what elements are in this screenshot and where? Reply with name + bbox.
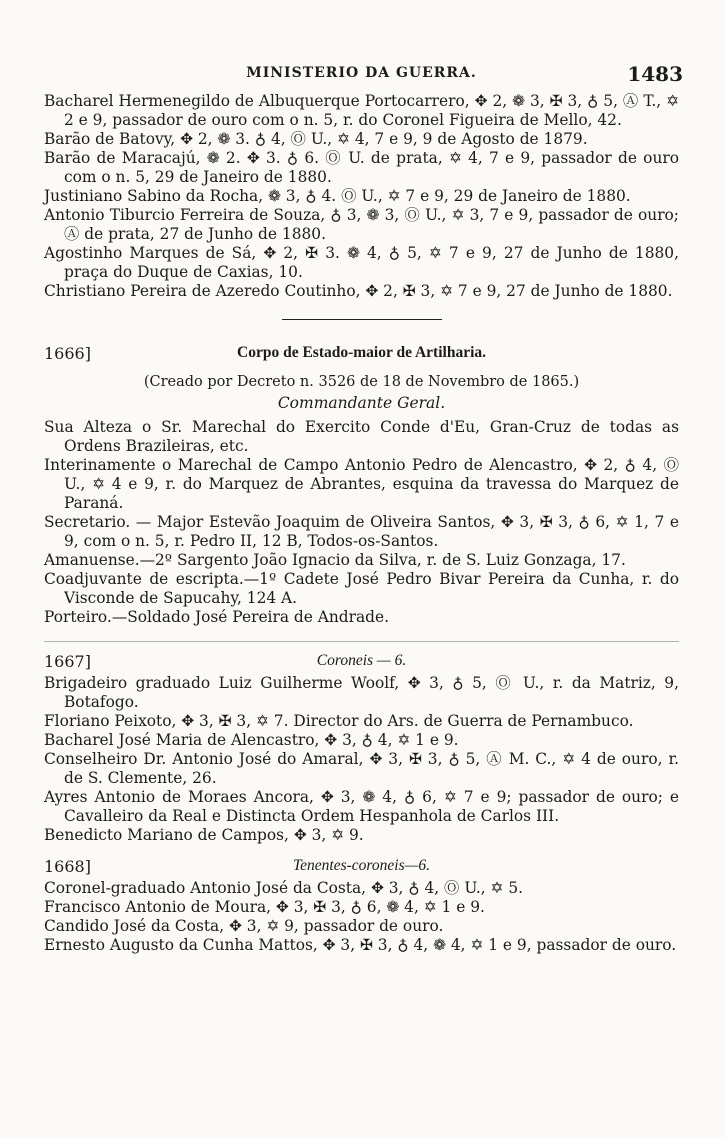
section-title: Coroneis — 6. (316, 652, 407, 669)
section-title: Tenentes-coroneis—6. (292, 857, 431, 874)
running-title: MINISTERIO DA GUERRA. (246, 65, 477, 81)
list-item: Interinamente o Marechal de Campo Antonio Pedro de Alencastro, ✥ 2, ♁ 4, Ⓞ U., ✡ 4 e 9, r. do Marquez de Abrantes, esquina da travessa do Marquez de Paraná. (44, 456, 679, 512)
list-item: Benedicto Mariano de Campos, ✥ 3, ✡ 9. (44, 826, 364, 844)
list-item: Barão de Maracajú, ❁ 2. ✥ 3. ♁ 6. Ⓞ U. de prata, ✡ 4, 7 e 9, passador de ouro com o n. 5, 29 de Janeiro de 1880. (44, 149, 679, 186)
list-item: Bacharel José Maria de Alencastro, ✥ 3, ♁ 4, ✡ 1 e 9. (44, 731, 459, 749)
page-number: 1483 (627, 62, 683, 86)
section-separator (44, 641, 679, 642)
section-1668 (44, 855, 679, 955)
list-item: Francisco Antonio de Moura, ✥ 3, ✠ 3, ♁ 6, ❁ 4, ✡ 1 e 9. (44, 898, 485, 916)
list-item: Porteiro.—Soldado José Pereira de Andrade. (44, 608, 390, 626)
section-1667 (44, 650, 679, 845)
decree-note: (Creado por Decreto n. 3526 de 18 de Novembro de 1865.) (143, 374, 580, 390)
list-item: Coadjuvante de escripta.—1º Cadete José Pedro Bivar Pereira da Cunha, r. do Visconde de Sapucahy, 124 A. (44, 570, 679, 607)
page-header (44, 62, 683, 88)
top-entries (44, 92, 679, 301)
list-item: Candido José da Costa, ✥ 3, ✡ 9, passador de ouro. (44, 917, 444, 935)
list-item: Brigadeiro graduado Luiz Guilherme Woolf, ✥ 3, ♁ 5, Ⓞ U., r. da Matriz, 9, Botafogo. (44, 674, 679, 711)
list-item: Conselheiro Dr. Antonio José do Amaral, ✥ 3, ✠ 3, ♁ 5, Ⓐ M. C., ✡ 4 de ouro, r. de S. Clemente, 26. (44, 750, 679, 787)
list-item: Coronel-graduado Antonio José da Costa, ✥ 3, ♁ 4, Ⓞ U., ✡ 5. (44, 879, 524, 897)
list-item: Justiniano Sabino da Rocha, ❁ 3, ♁ 4. Ⓞ U., ✡ 7 e 9, 29 de Janeiro de 1880. (44, 187, 631, 205)
list-item: Christiano Pereira de Azeredo Coutinho, ✥ 2, ✠ 3, ✡ 7 e 9, 27 de Junho de 1880. (44, 282, 673, 300)
list-item: Ayres Antonio de Moraes Ancora, ✥ 3, ❁ 4, ♁ 6, ✡ 7 e 9; passador de ouro; e Cavalleiro da Real e Distincta Ordem Hespanhola de Carlos III. (44, 788, 679, 825)
list-item: Amanuense.—2º Sargento João Ignacio da Silva, r. de S. Luiz Gonzaga, 17. (44, 551, 626, 569)
subheading: Commandante Geral. (277, 394, 446, 412)
section-1666 (44, 342, 679, 627)
list-item: Agostinho Marques de Sá, ✥ 2, ✠ 3. ❁ 4, ♁ 5, ✡ 7 e 9, 27 de Junho de 1880, praça do Duque de Caxias, 10. (44, 244, 679, 281)
list-item: Barão de Batovy, ✥ 2, ❁ 3. ♁ 4, Ⓞ U., ✡ 4, 7 e 9, 9 de Agosto de 1879. (44, 130, 588, 148)
section-divider (282, 319, 442, 320)
list-item: Secretario. — Major Estevão Joaquim de Oliveira Santos, ✥ 3, ✠ 3, ♁ 6, ✡ 1, 7 e 9, com o n. 5, r. Pedro II, 12 B, Todos-os-Santos. (44, 513, 679, 550)
section-number: 1667] (44, 652, 91, 671)
list-item: Floriano Peixoto, ✥ 3, ✠ 3, ✡ 7. Director do Ars. de Guerra de Pernambuco. (44, 712, 634, 730)
list-item: Bacharel Hermenegildo de Albuquerque Portocarrero, ✥ 2, ❁ 3, ✠ 3, ♁ 5, Ⓐ T., ✡ 2 e 9, passador de ouro com o n. 5, r. do Coronel Figueira de Mello, 42. (44, 92, 679, 129)
section-number: 1668] (44, 857, 91, 876)
list-item: Antonio Tiburcio Ferreira de Souza, ♁ 3, ❁ 3, Ⓞ U., ✡ 3, 7 e 9, passador de ouro; Ⓐ de prata, 27 de Junho de 1880. (44, 206, 679, 243)
list-item: Ernesto Augusto da Cunha Mattos, ✥ 3, ✠ 3, ♁ 4, ❁ 4, ✡ 1 e 9, passador de ouro. (44, 936, 677, 954)
section-title: Corpo de Estado-maior de Artilharia. (237, 344, 486, 361)
section-number: 1666] (44, 344, 91, 363)
list-item: Sua Alteza o Sr. Marechal do Exercito Conde d'Eu, Gran-Cruz de todas as Ordens Brazileiras, etc. (44, 418, 679, 455)
